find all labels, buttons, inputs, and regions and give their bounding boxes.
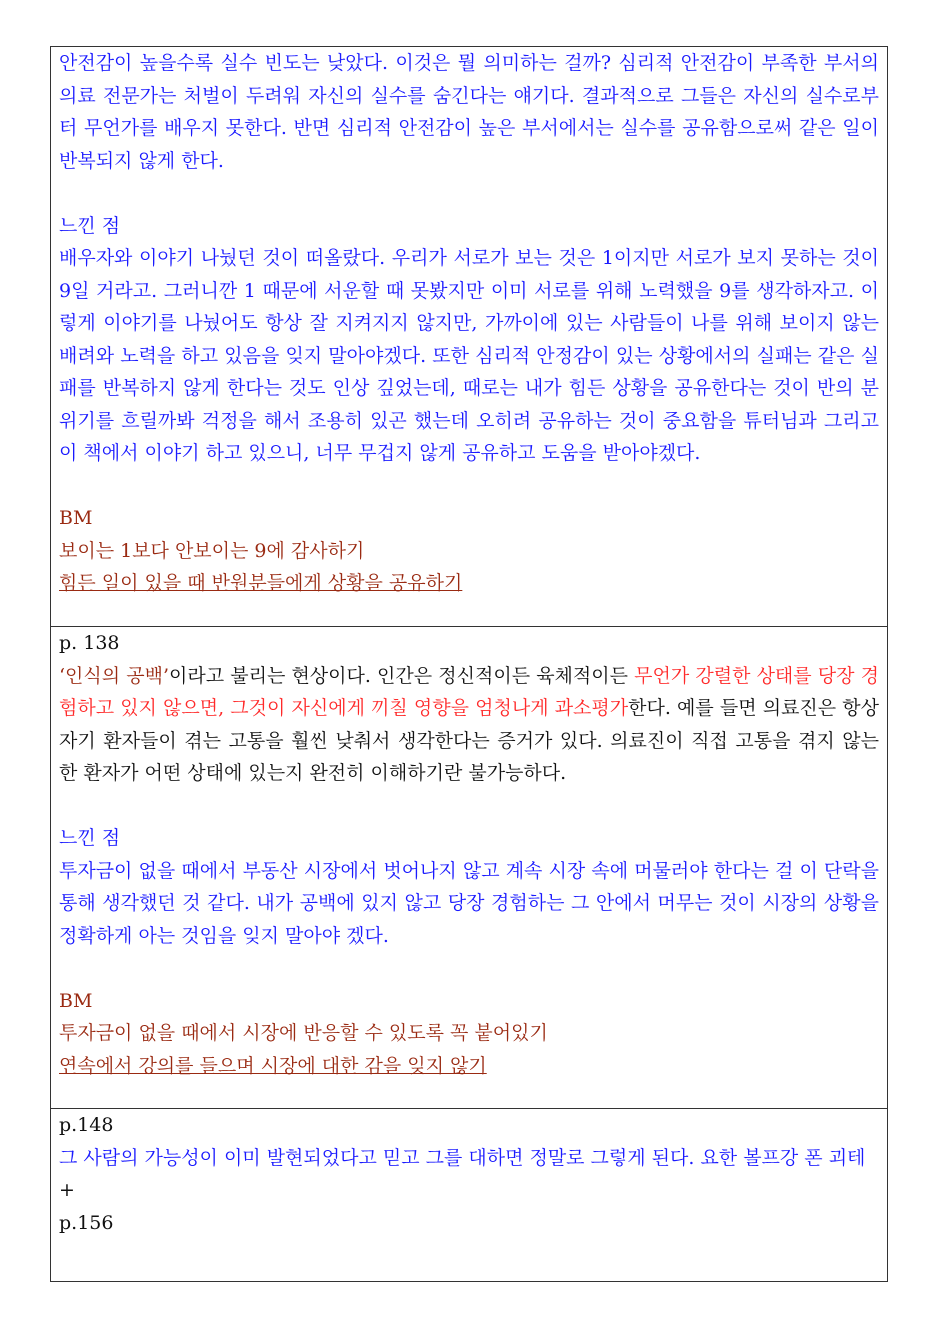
bm-heading: BM — [59, 507, 93, 529]
feel-heading: 느낀 점 — [59, 214, 121, 237]
quote-text: 안전감이 높을수록 실수 빈도는 낮았다. 이것은 뭘 의미하는 걸까? 심리적 안전감이 부족한 부서의 의료 전문가는 처벌이 두려워 자신의 실수를 숨긴다는 얘기다. 결과적으로 그들은 자신의 실수로부터 무언가를 배우지 못한다. 반면 심리적 안전감이 높은 부서에서는 실수를 공유함으로써 같은 일이 반복되지 않게 한다. — [59, 52, 879, 172]
feel-heading: 느낀 점 — [59, 827, 121, 849]
quote-term: ‘인식의 공백’ — [59, 664, 170, 687]
page-number: p.156 — [59, 1211, 114, 1234]
page-number: p. 138 — [59, 632, 120, 654]
bm-item: 투자금이 없을 때에서 시장에 반응할 수 있도록 꼭 붙어있기 — [59, 1022, 548, 1044]
note-cell-3 — [51, 1109, 887, 1281]
bm-item: 보이는 1보다 안보이는 9에 감사하기 — [59, 539, 365, 562]
quote-text: 그 사람의 가능성이 이미 발현되었다고 믿고 그를 대하면 정말로 그렇게 된다. 요한 볼프강 폰 괴테 — [59, 1146, 866, 1169]
quote-part: 이라고 불리는 현상이다. 인간은 정신적이든 육체적이든 — [169, 664, 635, 687]
notes-table — [50, 46, 888, 1282]
bm-heading: BM — [59, 989, 93, 1012]
quote-text — [59, 660, 879, 790]
quote-highlight: 무언가 강렬한 상태를 당장 경험하고 있지 않으면, 그것이 자신에게 끼칠 영향을 엄청나게 과소평가 — [59, 664, 880, 719]
bm-item: 힘든 일이 있을 때 반원분들에게 상황을 공유하기 — [59, 572, 463, 594]
note-cell-1 — [51, 47, 887, 627]
note-cell-2 — [51, 627, 887, 1109]
feel-text: 배우자와 이야기 나눴던 것이 떠올랐다. 우리가 서로가 보는 것은 1이지만 서로가 보지 못하는 것이 9일 거라고. 그러니깐 1 때문에 서운할 때 못봤지만 이미 서로를 위해 노력했을 9를 생각하자고. 이렇게 이야기를 나눴어도 항상 잘 지켜지지 않지만, 가까이에 있는 사람들이 나를 위해 보이지 않는 배려와 노력을 하고 있음을 잊지 말아야겠다. 또한 심리적 안정감이 있는 상황에서의 실패는 같은 실패를 반복하지 않게 한다는 것도 인상 깊었는데, 때로는 내가 힘든 상황을 공유한다는 것이 반의 분위기를 흐릴까봐 걱정을 해서 조용히 있곤 했는데 오히려 공유하는 것이 중요함을 튜터님과 그리고 이 책에서 이야기 하고 있으니, 너무 무겁지 않게 공유하고 도움을 받아야겠다. — [59, 247, 879, 464]
plus-sign: + — [59, 1179, 75, 1201]
quote-part: 한다. 예를 들면 의료진은 항상 자기 환자들이 겪는 고통을 훨씬 낮춰서 생각한다는 증거가 있다. 의료진이 직접 고통을 겪지 않는 한 환자가 어떤 상태에 있는지 완전히 이해하기란 불가능하다. — [59, 697, 879, 784]
bm-item: 연속에서 강의를 들으며 시장에 대한 감을 잊지 않기 — [59, 1054, 487, 1077]
page-number: p.148 — [59, 1114, 114, 1136]
feel-text: 투자금이 없을 때에서 부동산 시장에서 벗어나지 않고 계속 시장 속에 머물러야 한다는 걸 이 단락을 통해 생각했던 것 같다. 내가 공백에 있지 않고 당장 경험하는 그 안에서 머무는 것이 시장의 상황을 정확하게 아는 것임을 잊지 말아야 겠다. — [59, 859, 879, 947]
